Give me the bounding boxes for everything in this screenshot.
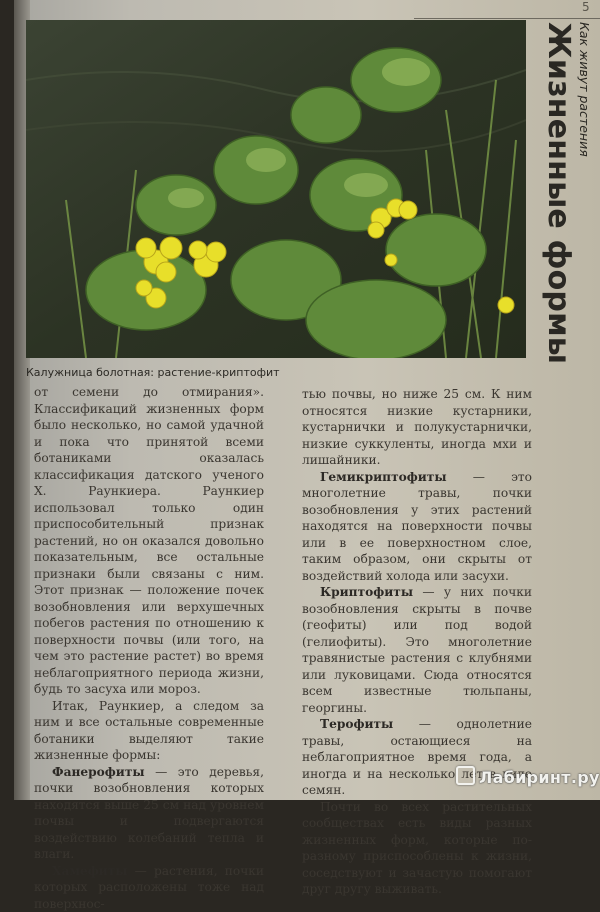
term-cryptophytes: Криптофиты (320, 585, 413, 599)
labirint-logo-icon (456, 766, 475, 785)
paragraph: тью почвы, но ниже 25 см. К ним относятся низкие кустарники, кустарнички и полукустарнички, низкие суккуленты, иногда мхи и лишайники. (302, 386, 532, 469)
paragraph-text: Итак, Раункиер, а следом за ним и все остальные современные ботаники выделяют такие жизненные формы: (34, 699, 264, 763)
term-hemicryptophytes: Гемикриптофиты (320, 470, 447, 484)
paragraph-text: Почти во всех растительных сообществах есть виды разных жизненных форм, которые по-разному приспособлены к жизни, соседствуют и зачастую помогают друг другу выживать. (302, 800, 532, 897)
paragraph (34, 698, 264, 764)
term-definition: — это многолетние травы, почки возобновления у этих растений находятся на поверхности почвы или в ее поверхностном слое, таким образом, они скрыты от воздействий холода или засухи. (302, 470, 532, 583)
term-phanerophytes: Фанерофиты (52, 765, 145, 779)
page-title: Жизненные формы (541, 22, 576, 364)
running-head: Как живут растения (576, 22, 592, 364)
text-column-right (302, 386, 532, 898)
term-chamaephytes: Хамефиты (52, 864, 128, 878)
page-corner-mark: 5 (582, 0, 590, 14)
term-therophytes: Терофиты (320, 717, 393, 731)
term-paragraph (34, 764, 264, 863)
term-definition: — это деревья, почки возобновления которых находятся выше 25 см над уровнем почвы и подвергаются воздействию колебаний тепла и влаги. (34, 765, 264, 862)
term-paragraph (302, 584, 532, 716)
paragraph (302, 799, 532, 898)
watermark (456, 766, 600, 787)
term-definition: — растения, почки которых расположены тоже над поверхнос- (34, 864, 264, 911)
paragraph: от семени до отмирания». Классификаций жизненных форм было несколько, но самой удачной и пока что принятой всеми ботаниками оказалась классификация датского ученого Х. Раункиера. Раункиер использовал только один приспособительный признак растений, но он оказался довольно показательным, все остальные признаки были связаны с ним. Этот признак — положение почек возобновления или верхушечных побегов растения по отношению к поверхности почвы (или того, на чем это растение растет) во время неблагоприятного периода жизни, будь то засуха или мороз. (34, 384, 264, 698)
marsh-marigold-illustration (26, 20, 526, 358)
term-paragraph (302, 469, 532, 585)
photo-caption: Калужница болотная: растение-криптофит (26, 366, 526, 379)
marsh-marigold-photo (26, 20, 526, 358)
section-side-title (541, 22, 592, 364)
term-paragraph (34, 863, 264, 912)
term-definition: — однолетние травы, остающиеся на неблагоприятное время года, а иногда и на несколько лет в виде семян. (302, 717, 532, 797)
watermark-text: Лабиринт.ру (479, 768, 600, 787)
term-definition: — у них почки возобновления скрыты в почве (геофиты) или под водой (гелиофиты). Это многолетние травянистые растения с клубнями или луковицами. Сюда относятся всем известные тюльпаны, георгины. (302, 585, 532, 715)
top-rule (414, 18, 600, 19)
text-column-left (34, 384, 264, 912)
